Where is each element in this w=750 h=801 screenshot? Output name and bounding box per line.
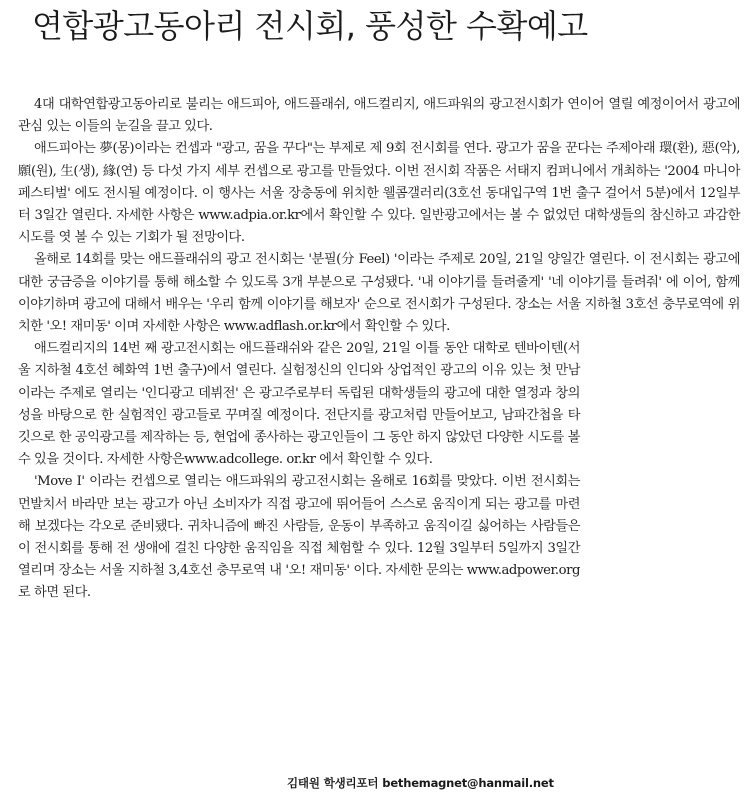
byline-role: 학생리포터 [323, 776, 379, 790]
paragraph-intro: 4대 대학연합광고동아리로 불리는 애드피아, 애드플래쉬, 애드컬리지, 애드파워의 광고전시회가 연이어 열릴 예정이어서 광고에 관심 있는 이들의 눈길을 끌고 있다. [18, 97, 740, 135]
byline-email: bethemagnet@hanmail.net [382, 776, 554, 790]
paragraph-adcollege: 애드컬리지의 14번 째 광고전시회는 애드플래쉬와 같은 20일, 21일 이틀 동안 대학로 텐바이텐(서울 지하철 4호선 혜화역 1번 출구)에서 열린다. 실험정신의 인디와 상업적인 광고의 이유 있는 첫 만남이라는 주제로 열리는 '인디광고 데뷔전' 은 광고주로부터 독립된 대학생들의 광고에 대한 열정과 창의성을 바탕으로 한 실험적인 광고들로 꾸며질 예정이다. 전단지를 광고처럼 만들어보고, 남파간첩을 타깃으로 한 공익광고를 제작하는 등, 현업에 종사하는 광고인들이 그 동안 하지 않았던 다양한 시도를 볼 수 있을 것이다. 자세한 사항은www.adcollege. or.kr 에서 확인할 수 있다. [18, 341, 580, 468]
paragraph-adpower: 'Move I' 이라는 컨셉으로 열리는 애드파워의 광고전시회는 올해로 16회를 맞았다. 이번 전시회는 먼발치서 바라만 보는 광고가 아닌 소비자가 직접 광고에 뛰어들어 스스로 움직이게 되는 광고를 마련해 보겠다는 각오로 준비됐다. 귀차니즘에 빠진 사람들, 운동이 부족하고 움직이길 싫어하는 사람들은 이 전시회를 통해 전 생애에 걸친 다양한 움직임을 직접 체험할 수 있다. 12월 3일부터 5일까지 3일간 열리며 장소는 서울 지하철 3,4호선 충무로역 내 '오! 재미동' 이다. 자세한 문의는 www.adpower.org로 하면 된다. [18, 474, 580, 601]
article-headline: 연합광고동아리 전시회, 풍성한 수확예고 [32, 7, 588, 45]
paragraph-adflash: 올해로 14회를 맞는 애드플래쉬의 광고 전시회는 '분필(分 Feel) '이라는 주제로 20일, 21일 양일간 열린다. 이 전시회는 광고에 대한 궁금증을 이야기를 통해 해소할 수 있도록 3개 부분으로 구성됐다. '내 이야기를 들려줄게' '네 이야기를 들려줘' 에 이어, 함께 이야기하며 광고에 대해서 배우는 '우리 함께 이야기를 해보자' 순으로 전시회가 구성된다. 장소는 서울 지하철 3호선 충무로역에 위치한 '오! 재미동' 이며 자세한 사항은 www.adflash.or.kr에서 확인할 수 있다. [18, 252, 740, 335]
article-body [18, 94, 740, 605]
paragraph-adpia: 애드피아는 夢(몽)이라는 컨셉과 "광고, 꿈을 꾸다"는 부제로 제 9회 전시회를 연다. 광고가 꿈을 꾼다는 주제아래 環(환), 惡(악), 願(원), 生(생), 緣(연) 등 다섯 가지 세부 컨셉으로 광고를 만들었다. 이번 전시회 작품은 서태지 컴퍼니에서 개최하는 '2004 마니아 페스티벌' 에도 전시될 예정이다. 이 행사는 서울 장충동에 위치한 웰콤갤러리(3호선 동대입구역 1번 출구 걸어서 5분)에서 12일부터 3일간 열린다. 자세한 사항은 www.adpia.or.kr에서 확인할 수 있다. 일반광고에서는 볼 수 없었던 대학생들의 참신하고 과감한 시도를 엿 볼 수 있는 기회가 될 전망이다. [18, 141, 740, 246]
byline-name: 김태원 [287, 776, 320, 790]
byline [287, 775, 554, 791]
